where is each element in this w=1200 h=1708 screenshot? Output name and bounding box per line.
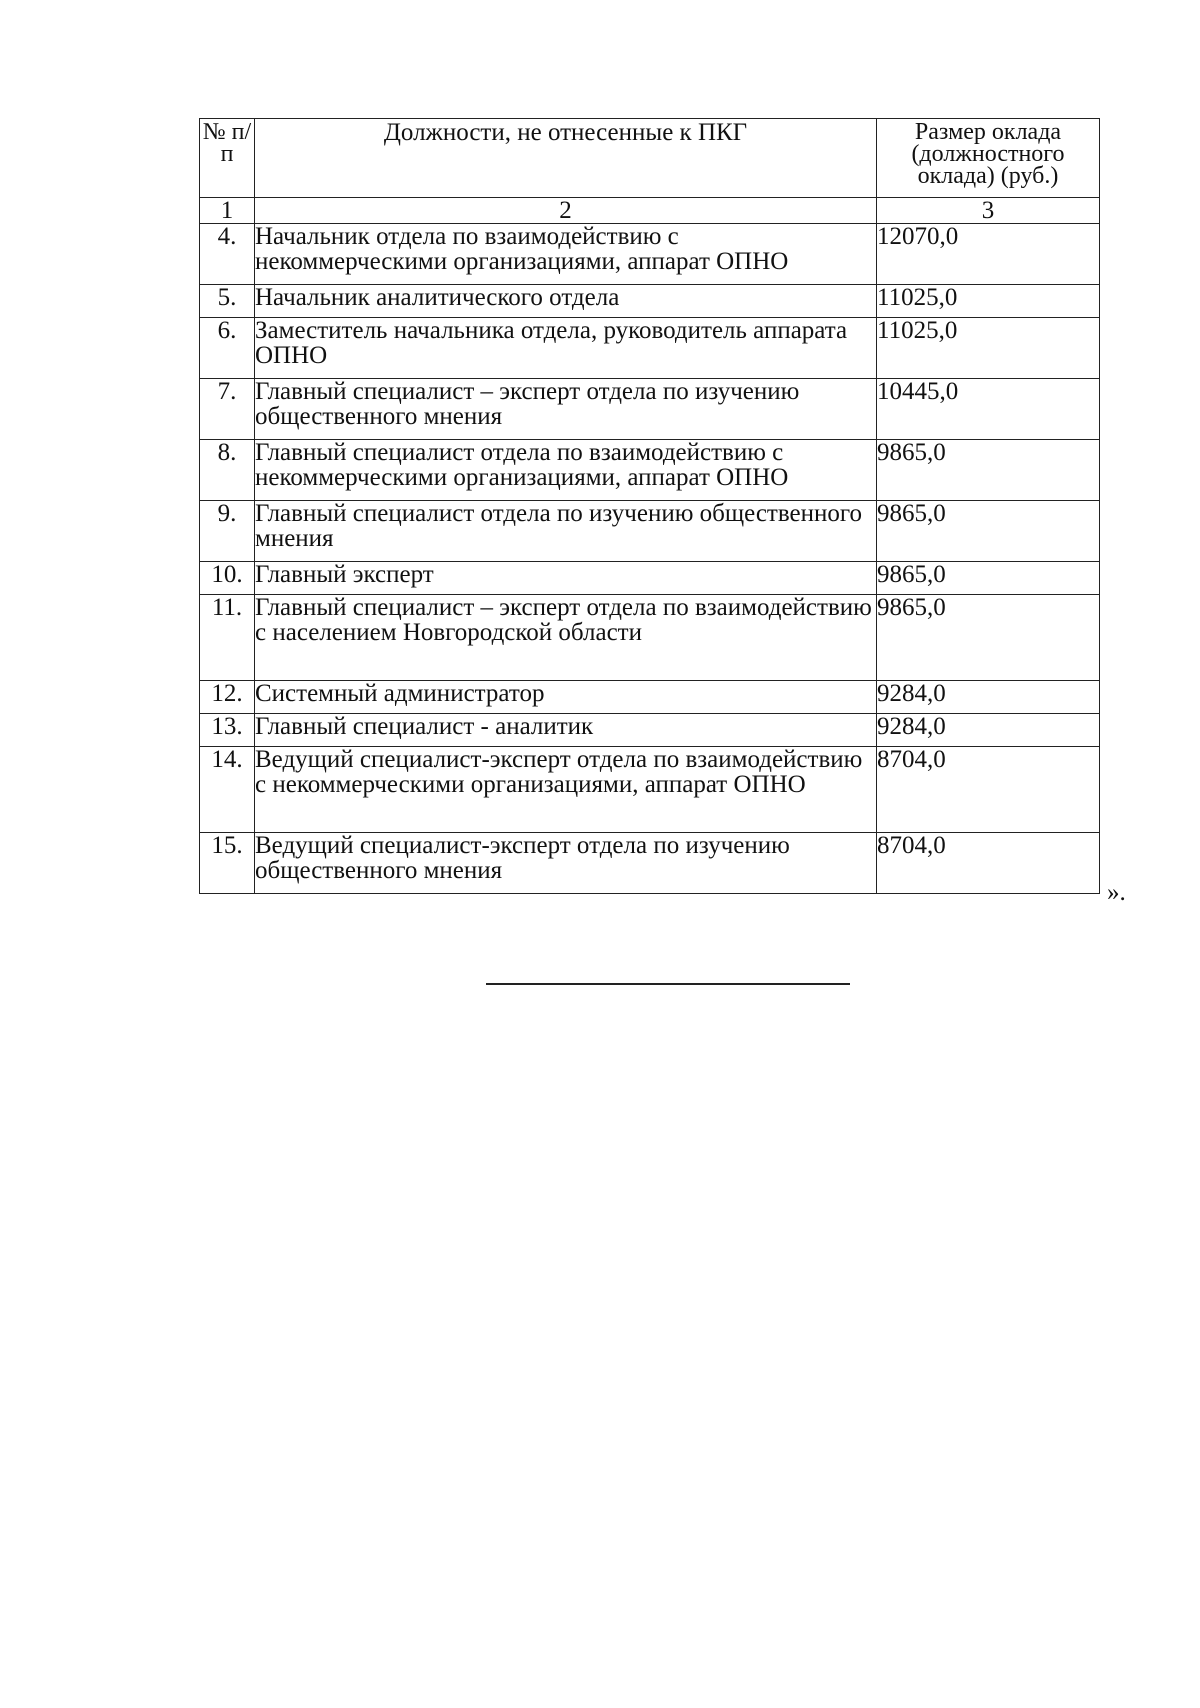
column-index: 1 bbox=[200, 198, 255, 224]
end-divider bbox=[486, 983, 850, 985]
column-index: 3 bbox=[877, 198, 1100, 224]
position-title: Главный специалист отдела по изучению общественного мнения bbox=[255, 501, 877, 562]
salary-value: 9865,0 bbox=[877, 562, 1100, 595]
table-row bbox=[200, 747, 1100, 833]
table-row bbox=[200, 440, 1100, 501]
salary-value: 9284,0 bbox=[877, 714, 1100, 747]
row-number: 15. bbox=[200, 833, 255, 894]
table-row bbox=[200, 501, 1100, 562]
row-number: 14. bbox=[200, 747, 255, 833]
salary-value: 8704,0 bbox=[877, 747, 1100, 833]
row-number: 11. bbox=[200, 595, 255, 681]
header-position: Должности, не отнесенные к ПКГ bbox=[255, 119, 877, 198]
row-number: 9. bbox=[200, 501, 255, 562]
table-row bbox=[200, 714, 1100, 747]
position-title: Ведущий специалист-эксперт отдела по взаимодействию с некоммерческими организациями, аппарат ОПНО bbox=[255, 747, 877, 833]
closing-quote: ». bbox=[1107, 879, 1126, 906]
position-title: Системный администратор bbox=[255, 681, 877, 714]
salary-table bbox=[199, 118, 1100, 894]
header-num: № п/п bbox=[200, 119, 255, 198]
table-row bbox=[200, 833, 1100, 894]
salary-value: 9865,0 bbox=[877, 501, 1100, 562]
salary-value: 10445,0 bbox=[877, 379, 1100, 440]
salary-value: 11025,0 bbox=[877, 285, 1100, 318]
salary-value: 9865,0 bbox=[877, 440, 1100, 501]
position-title: Ведущий специалист-эксперт отдела по изучению общественного мнения bbox=[255, 833, 877, 894]
salary-value: 9865,0 bbox=[877, 595, 1100, 681]
table-row bbox=[200, 224, 1100, 285]
salary-value: 12070,0 bbox=[877, 224, 1100, 285]
row-number: 8. bbox=[200, 440, 255, 501]
header-salary: Размер оклада (должностного оклада) (руб.) bbox=[877, 119, 1100, 198]
position-title: Начальник отдела по взаимодействию с некоммерческими организациями, аппарат ОПНО bbox=[255, 224, 877, 285]
table-row bbox=[200, 379, 1100, 440]
row-number: 5. bbox=[200, 285, 255, 318]
column-index: 2 bbox=[255, 198, 877, 224]
position-title: Начальник аналитического отдела bbox=[255, 285, 877, 318]
table-row bbox=[200, 595, 1100, 681]
row-number: 6. bbox=[200, 318, 255, 379]
table-header-row bbox=[200, 119, 1100, 198]
table-row bbox=[200, 318, 1100, 379]
table-row bbox=[200, 562, 1100, 595]
position-title: Главный специалист - аналитик bbox=[255, 714, 877, 747]
row-number: 13. bbox=[200, 714, 255, 747]
column-index-row bbox=[200, 198, 1100, 224]
position-title: Главный специалист – эксперт отдела по взаимодействию с населением Новгородской области bbox=[255, 595, 877, 681]
row-number: 7. bbox=[200, 379, 255, 440]
salary-value: 11025,0 bbox=[877, 318, 1100, 379]
position-title: Главный эксперт bbox=[255, 562, 877, 595]
row-number: 12. bbox=[200, 681, 255, 714]
salary-value: 9284,0 bbox=[877, 681, 1100, 714]
salary-value: 8704,0 bbox=[877, 833, 1100, 894]
position-title: Главный специалист отдела по взаимодействию с некоммерческими организациями, аппарат ОПНО bbox=[255, 440, 877, 501]
table-row bbox=[200, 285, 1100, 318]
position-title: Главный специалист – эксперт отдела по изучению общественного мнения bbox=[255, 379, 877, 440]
table-row bbox=[200, 681, 1100, 714]
row-number: 10. bbox=[200, 562, 255, 595]
position-title: Заместитель начальника отдела, руководитель аппарата ОПНО bbox=[255, 318, 877, 379]
row-number: 4. bbox=[200, 224, 255, 285]
